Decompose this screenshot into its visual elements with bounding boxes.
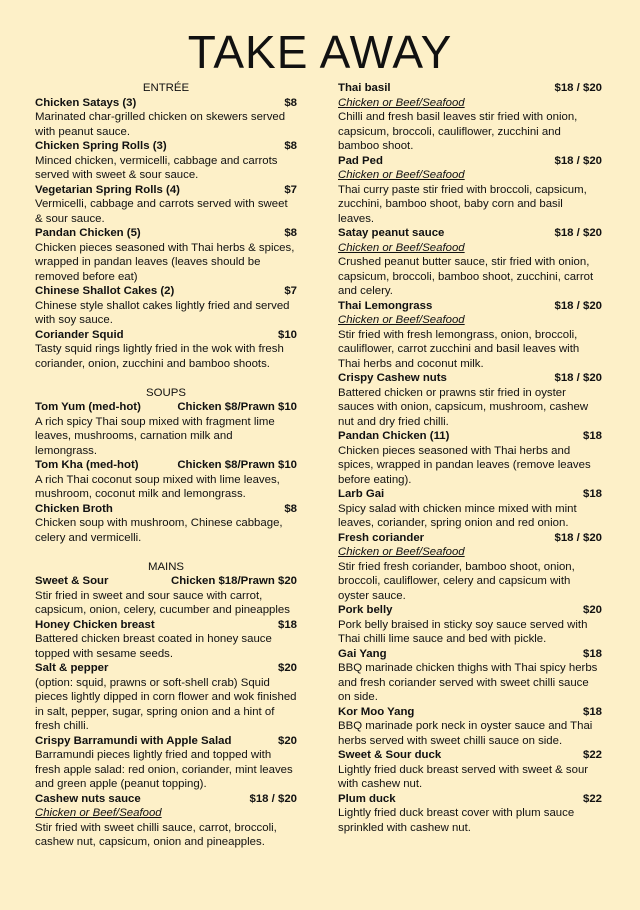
section-heading: ENTRÉE — [142, 82, 190, 94]
item-description: Chicken pieces seasoned with Thai herbs & spices, wrapped in pandan leaves (leaves should be removed before eat) — [35, 241, 295, 283]
item-header — [35, 458, 297, 473]
item-name: Thai basil — [338, 82, 391, 94]
item-price: $18 / $20 — [554, 227, 602, 239]
item-description: Thai curry paste stir fried with broccoli, capsicum, zucchini, bamboo shoot, baby corn and basil leaves. — [338, 183, 587, 225]
item-name: Tom Yum (med-hot) — [35, 401, 141, 413]
menu-item — [338, 226, 602, 299]
item-header — [35, 502, 297, 517]
menu-item — [338, 81, 602, 154]
item-price: $18 / $20 — [554, 154, 602, 167]
item-name: Honey Chicken breast — [35, 618, 155, 631]
item-description: BBQ marinade chicken thighs with Thai spicy herbs and fresh coriander served with sweet chilli sauce on side. — [338, 662, 598, 703]
item-price: $8 — [284, 227, 297, 239]
item-name: Chicken Spring Rolls (3) — [35, 140, 167, 152]
item-header — [35, 400, 297, 415]
menu-item — [35, 226, 297, 284]
item-header — [338, 487, 602, 502]
item-description: BBQ marinade pork neck in oyster sauce and Thai herbs served with sweet chilli sauce on side. — [338, 720, 593, 747]
item-header — [35, 734, 297, 749]
menu-item — [35, 139, 297, 183]
item-name: Fresh coriander — [338, 531, 425, 544]
item-header — [338, 792, 602, 807]
item-price: $7 — [284, 183, 297, 196]
menu-item — [35, 96, 297, 140]
item-description: Chicken pieces seasoned with Thai herbs and spices, wrapped in pandan leaves (remove leaves before eating). — [338, 444, 591, 486]
item-price: $18 / $20 — [554, 299, 602, 312]
section-heading: SOUPS — [146, 386, 186, 399]
menu-item — [35, 661, 297, 734]
item-name: Chicken Broth — [35, 502, 113, 515]
item-header — [338, 429, 602, 444]
menu-item — [35, 183, 297, 227]
item-name: Tom Kha (med-hot) — [35, 459, 139, 471]
item-description: Stir fried fresh coriander, bamboo shoot, onion, broccoli, cauliflower, celery and capsicum with oyster sauce. — [338, 560, 575, 602]
item-name: Salt & pepper — [35, 662, 109, 674]
item-price: $18 / $20 — [554, 372, 602, 384]
item-description: Chinese style shallot cakes lightly fried and served with soy sauce. — [35, 299, 290, 326]
right-column — [338, 81, 602, 835]
item-description: Chilli and fresh basil leaves stir fried with onion, capsicum, broccoli, cauliflower, zucchini and bamboo shoot. — [338, 111, 578, 152]
item-description: Barramundi pieces lightly fried and topped with fresh apple salad: red onion, coriander, mint leaves and green apple (peanut topping). — [35, 749, 293, 790]
item-header — [338, 154, 602, 169]
item-price: $18 / $20 — [249, 792, 297, 805]
menu-item — [338, 748, 602, 792]
menu-item — [338, 429, 602, 487]
menu-item — [338, 371, 602, 429]
item-options: Chicken or Beef/Seafood — [338, 96, 465, 109]
item-name: Crispy Cashew nuts — [338, 372, 447, 384]
item-name: Pandan Chicken (5) — [35, 227, 141, 239]
item-description: A rich spicy Thai soup mixed with fragment lime leaves, mushrooms, carnation milk and lemongrass. — [35, 415, 275, 457]
menu-item — [338, 705, 602, 749]
item-description: Lightly fried duck breast cover with plum sauce sprinkled with cashew nut. — [338, 807, 575, 834]
item-price: $18 — [582, 647, 602, 660]
item-options: Chicken or Beef/Seafood — [338, 314, 465, 326]
item-header — [35, 618, 297, 633]
item-description: Battered chicken breast coated in honey sauce topped with sesame seeds. — [35, 633, 272, 660]
item-header — [35, 574, 297, 589]
item-price: $20 — [277, 734, 297, 747]
item-header — [338, 748, 602, 763]
item-name: Satay peanut sauce — [338, 227, 445, 239]
item-header — [338, 371, 602, 386]
item-price: $18 — [582, 705, 602, 718]
item-name: Gai Yang — [338, 647, 387, 660]
item-name: Pandan Chicken (11) — [338, 430, 450, 442]
item-price: $18 / $20 — [554, 82, 602, 94]
item-header — [338, 647, 602, 662]
item-description: Spicy salad with chicken mince mixed with mint leaves, coriander, spring onion and red onion. — [338, 502, 577, 529]
menu-item — [338, 487, 602, 531]
item-options: Chicken or Beef/Seafood — [338, 546, 465, 558]
item-header — [338, 226, 602, 241]
item-description: (option: squid, prawns or soft-shell crab) Squid pieces lightly dipped in corn flower and wok finished in salt, pepper, sugar, spring onion and a hint of fresh chilli. — [35, 676, 297, 732]
menu-item — [35, 618, 297, 662]
item-header — [35, 284, 297, 299]
item-options: Chicken or Beef/Seafood — [338, 169, 465, 181]
item-price: $18 — [582, 488, 602, 500]
item-price: Chicken $8/Prawn $10 — [177, 459, 297, 471]
item-header — [35, 328, 297, 343]
item-description: Chicken soup with mushroom, Chinese cabbage, celery and vermicelli. — [35, 517, 283, 544]
item-header — [35, 226, 297, 241]
item-price: $8 — [284, 502, 297, 515]
item-name: Crispy Barramundi with Apple Salad — [35, 734, 232, 747]
item-description: Vermicelli, cabbage and carrots served with sweet & sour sauce. — [35, 198, 288, 225]
left-column — [35, 81, 297, 850]
menu-item — [338, 299, 602, 372]
item-name: Pad Ped — [338, 154, 383, 167]
menu-item — [338, 792, 602, 836]
menu-item — [35, 574, 297, 618]
item-name: Chinese Shallot Cakes (2) — [35, 285, 175, 297]
item-header — [35, 661, 297, 676]
item-price: $10 — [277, 328, 297, 341]
item-price: $22 — [582, 749, 602, 761]
item-description: Pork belly braised in sticky soy sauce served with Thai chilli lime sauce and bed with pickle. — [338, 618, 588, 645]
menu-item — [338, 603, 602, 647]
item-name: Sweet & Sour duck — [338, 749, 442, 761]
item-name: Plum duck — [338, 792, 396, 805]
item-price: Chicken $8/Prawn $10 — [177, 401, 297, 413]
item-price: $18 — [277, 618, 297, 631]
item-price: $7 — [284, 285, 297, 297]
section-spacer — [35, 371, 297, 386]
menu-item — [35, 328, 297, 372]
item-name: Thai Lemongrass — [338, 299, 433, 312]
item-name: Coriander Squid — [35, 328, 124, 341]
item-name: Vegetarian Spring Rolls (4) — [35, 183, 180, 196]
menu-item — [35, 734, 297, 792]
section-spacer — [35, 545, 297, 560]
menu-item — [35, 284, 297, 328]
item-header — [338, 299, 602, 314]
item-options: Chicken or Beef/Seafood — [35, 807, 162, 819]
item-header — [338, 531, 602, 546]
item-name: Kor Moo Yang — [338, 705, 415, 718]
menu-item — [338, 647, 602, 705]
item-description: Stir fried with sweet chilli sauce, carrot, broccoli, cashew nut, capsicum, onion and pineapples. — [35, 821, 277, 848]
item-name: Larb Gai — [338, 488, 385, 500]
menu-item — [35, 792, 297, 850]
item-price: $20 — [582, 604, 602, 616]
item-header — [338, 81, 602, 96]
item-price: $22 — [582, 792, 602, 805]
item-description: Lightly fried duck breast served with sweet & sour with cashew nut. — [338, 763, 589, 790]
item-header — [35, 139, 297, 154]
item-price: Chicken $18/Prawn $20 — [171, 575, 297, 587]
item-price: $20 — [277, 662, 297, 674]
item-header — [35, 183, 297, 198]
section-heading: MAINS — [147, 560, 185, 573]
item-description: Tasty squid rings lightly fried in the wok with fresh coriander, onion, zucchini and bamboo shoots. — [35, 343, 284, 370]
item-header — [338, 603, 602, 618]
menu-item — [338, 531, 602, 604]
menu-item — [35, 400, 297, 458]
page-title: TAKE AWAY — [187, 26, 453, 78]
menu-item — [35, 502, 297, 546]
item-description: Battered chicken or prawns stir fried in oyster sauces with onion, capsicum, mushroom, cashew nut and dry fried chilli. — [338, 386, 589, 428]
menu-item — [338, 154, 602, 227]
menu-item — [35, 458, 297, 502]
item-price: $18 — [582, 430, 602, 442]
item-header — [35, 96, 297, 111]
item-name: Chicken Satays (3) — [35, 96, 137, 109]
item-name: Sweet & Sour — [35, 575, 109, 587]
item-price: $8 — [284, 140, 297, 152]
item-name: Cashew nuts sauce — [35, 792, 141, 805]
item-header — [338, 705, 602, 720]
item-options: Chicken or Beef/Seafood — [338, 241, 465, 254]
item-header — [35, 792, 297, 807]
item-description: Minced chicken, vermicelli, cabbage and carrots served with sweet & sour sauce. — [35, 154, 278, 181]
item-description: A rich Thai coconut soup mixed with lime leaves, mushroom, coconut milk and lemongrass. — [35, 473, 280, 500]
item-name: Pork belly — [338, 604, 393, 616]
item-price: $18 / $20 — [554, 531, 602, 544]
item-price: $8 — [284, 96, 297, 109]
item-description: Marinated char-grilled chicken on skewers served with peanut sauce. — [35, 111, 286, 138]
item-description: Stir fried in sweet and sour sauce with carrot, capsicum, onion, celery, cucumber and pineapples — [35, 589, 290, 616]
item-description: Stir fried with fresh lemongrass, onion, broccoli, cauliflower, carrot zucchini and basil leaves with Thai herbs and coconut milk. — [338, 328, 580, 370]
item-description: Crushed peanut butter sauce, stir fried with onion, capsicum, broccoli, bamboo shoot, zucchini, carrot and celery. — [338, 256, 594, 297]
